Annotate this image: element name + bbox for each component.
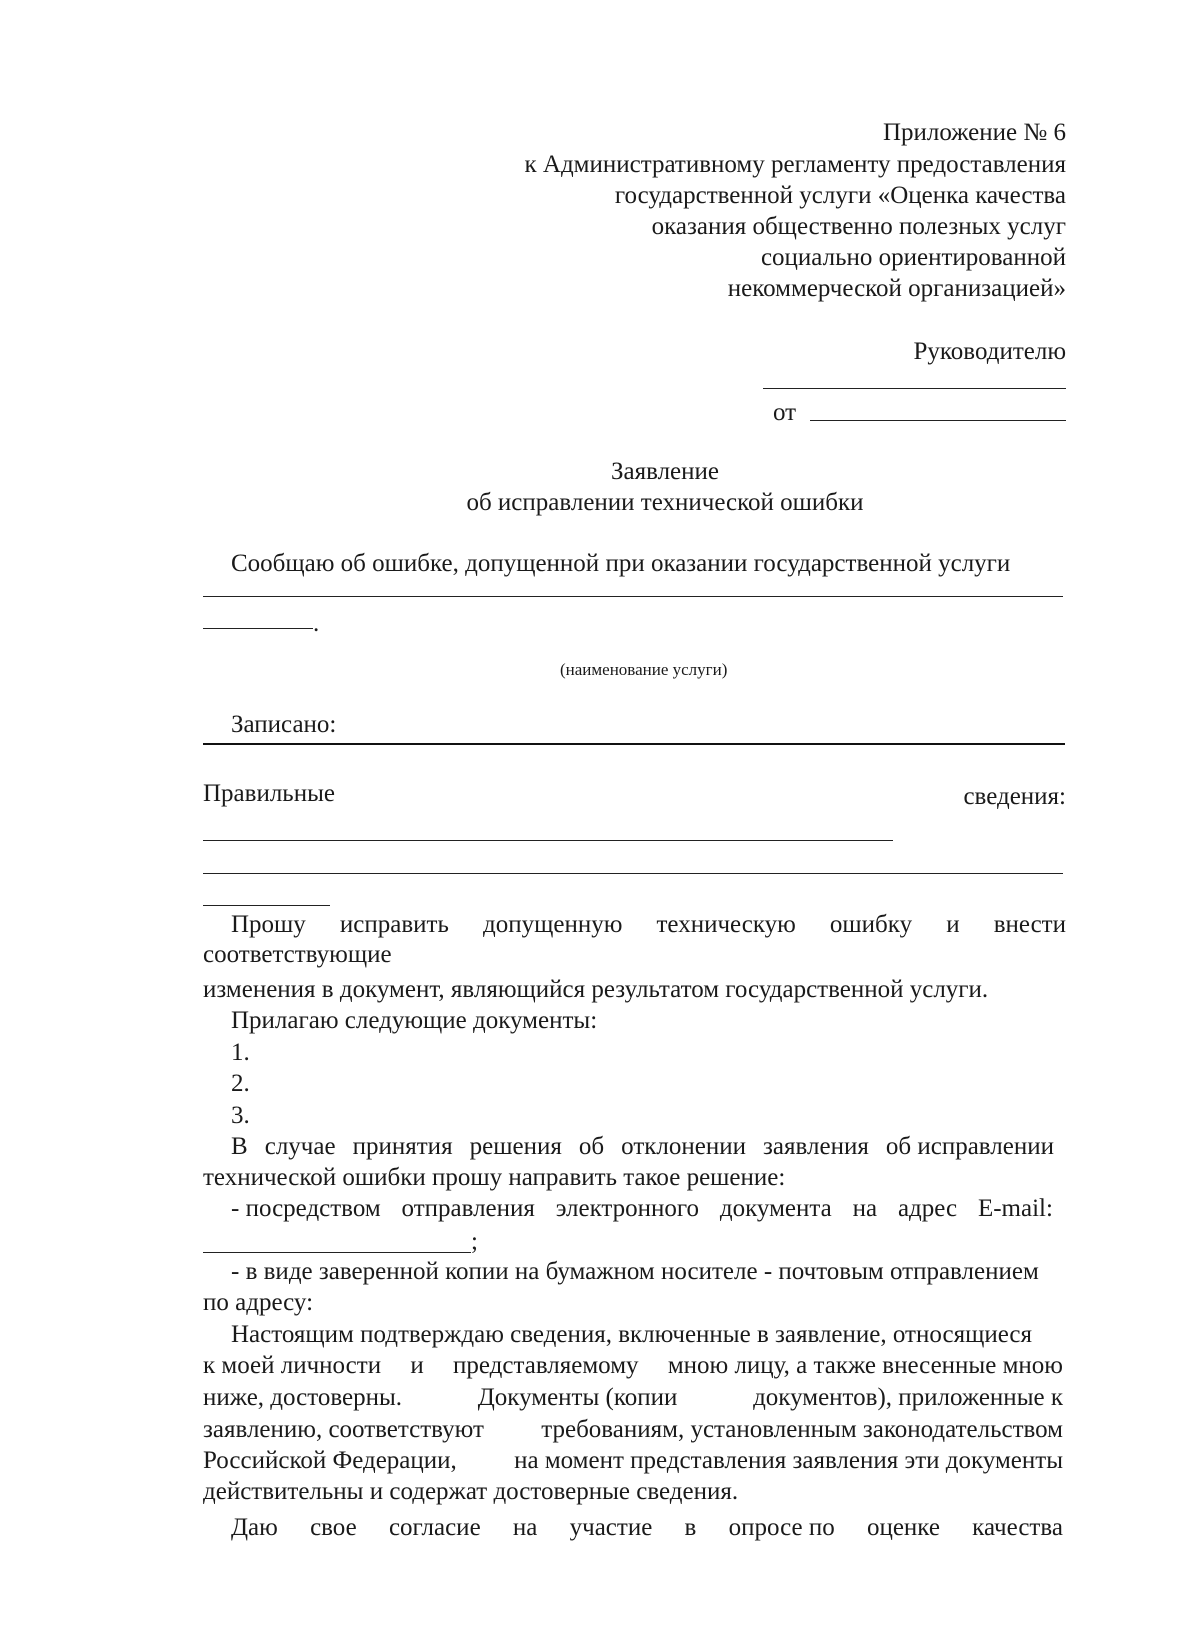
consent-word: в [684, 1514, 697, 1541]
email-word: на [852, 1195, 878, 1222]
request-line-cont: соответствующие [203, 941, 392, 968]
header-line-5: некоммерческой организацией» [727, 275, 1066, 302]
confirm-word: мною лицу, а также внесенные мною [667, 1352, 1063, 1379]
confirm-word: документов), приложенные к [753, 1384, 1063, 1411]
correct-label-word2: сведения: [963, 783, 1066, 810]
report-text: Сообщаю об ошибке, допущенной при оказании государственной услуги [231, 550, 1011, 577]
attach-item-3: 3. [231, 1102, 250, 1129]
attach-item-2: 2. [231, 1070, 250, 1097]
service-caption: (наименование услуги) [560, 660, 728, 679]
consent-line [231, 1513, 1063, 1543]
confirm-line-3 [203, 1383, 1063, 1413]
written-label: Записано: [231, 711, 337, 738]
email-word: электронного [555, 1195, 700, 1222]
addressee-to: Руководителю [913, 338, 1066, 365]
service-line-2 [203, 628, 313, 629]
header-line-3: оказания общественно полезных услуг [651, 213, 1066, 240]
rejection-word: об [578, 1133, 605, 1160]
rejection-word: об исправлении [885, 1133, 1054, 1160]
document-subtitle: об исправлении технической ошибки [466, 489, 864, 516]
request-word: и [946, 911, 960, 938]
email-address-line [203, 1252, 471, 1253]
attach-item-1: 1. [231, 1039, 250, 1066]
rejection-word: принятия [352, 1133, 453, 1160]
document-title: Заявление [610, 458, 720, 485]
rejection-line-2: технической ошибки прошу направить такое решение: [203, 1164, 786, 1191]
consent-word: Даю [231, 1514, 278, 1541]
header-line-4: социально ориентированной [760, 244, 1066, 271]
consent-word: качества [972, 1514, 1063, 1541]
confirm-line-4 [203, 1415, 1063, 1445]
confirm-line-6: действительны и содержат достоверные сведения. [203, 1478, 739, 1505]
correct-label-word1: Правильные [203, 780, 335, 807]
email-line [231, 1194, 1053, 1224]
attach-heading: Прилагаю следующие документы: [231, 1007, 598, 1034]
confirm-line-1: Настоящим подтверждаю сведения, включенные в заявление, относящиеся [231, 1321, 1033, 1348]
request-word: ошибку [829, 911, 913, 938]
confirm-word: к моей личности [203, 1352, 382, 1379]
addressee-from-label: от [773, 399, 797, 426]
request-line-1 [231, 910, 1066, 940]
rejection-word: В [231, 1133, 248, 1160]
request-word: Прошу [231, 911, 306, 938]
confirm-word: и [410, 1352, 424, 1379]
correct-line-3 [203, 905, 330, 906]
confirm-line-5 [203, 1446, 1063, 1476]
rejection-word: заявления [763, 1133, 869, 1160]
confirm-word: представляемому [453, 1352, 639, 1379]
request-word: допущенную [483, 911, 623, 938]
service-line-1 [203, 596, 1063, 597]
email-word: документа [719, 1195, 832, 1222]
consent-word: на [512, 1514, 538, 1541]
rejection-word: решения [469, 1133, 562, 1160]
consent-word: участие [569, 1514, 653, 1541]
header-line-1: к Административному регламенту предоставления [524, 151, 1066, 178]
consent-word: согласие [388, 1514, 481, 1541]
request-word: техническую [656, 911, 796, 938]
rejection-line-1 [231, 1132, 1054, 1162]
email-word: отправления [401, 1195, 535, 1222]
consent-word: опросе по [728, 1514, 835, 1541]
confirm-line-2 [203, 1351, 1063, 1381]
email-word: E-mail: [977, 1195, 1053, 1222]
addressee-from-line [810, 420, 1066, 421]
rejection-word: отклонении [621, 1133, 746, 1160]
request-line-2: изменения в документ, являющийся результатом государственной услуги. [203, 976, 989, 1003]
correct-line-1 [203, 840, 893, 841]
confirm-word: требованиям, установленным законодательством [541, 1416, 1063, 1443]
written-line [203, 743, 1065, 745]
addressee-name-line [763, 388, 1066, 389]
confirm-word: на момент представления заявления эти документы [514, 1447, 1063, 1474]
confirm-word: Российской Федерации, [203, 1447, 457, 1474]
rejection-word: случае [264, 1133, 336, 1160]
email-word: - посредством [231, 1195, 381, 1222]
correct-line-2 [203, 873, 1063, 874]
appendix-number: Приложение № 6 [882, 119, 1066, 146]
confirm-word: ниже, достоверны. [203, 1384, 403, 1411]
confirm-word: Документы (копии [477, 1384, 678, 1411]
header-line-2: государственной услуги «Оценка качества [614, 182, 1066, 209]
paper-line-2: по адресу: [203, 1289, 314, 1316]
consent-word: свое [310, 1514, 357, 1541]
consent-word: оценке [866, 1514, 940, 1541]
paper-line-1: - в виде заверенной копии на бумажном носителе - почтовым отправлением [231, 1258, 1039, 1285]
request-word: исправить [339, 911, 449, 938]
service-dot: . [313, 610, 320, 637]
confirm-word: заявлению, соответствуют [203, 1416, 484, 1443]
email-semicolon: ; [471, 1228, 478, 1255]
request-word: внести [993, 911, 1066, 938]
email-word: адрес [897, 1195, 958, 1222]
